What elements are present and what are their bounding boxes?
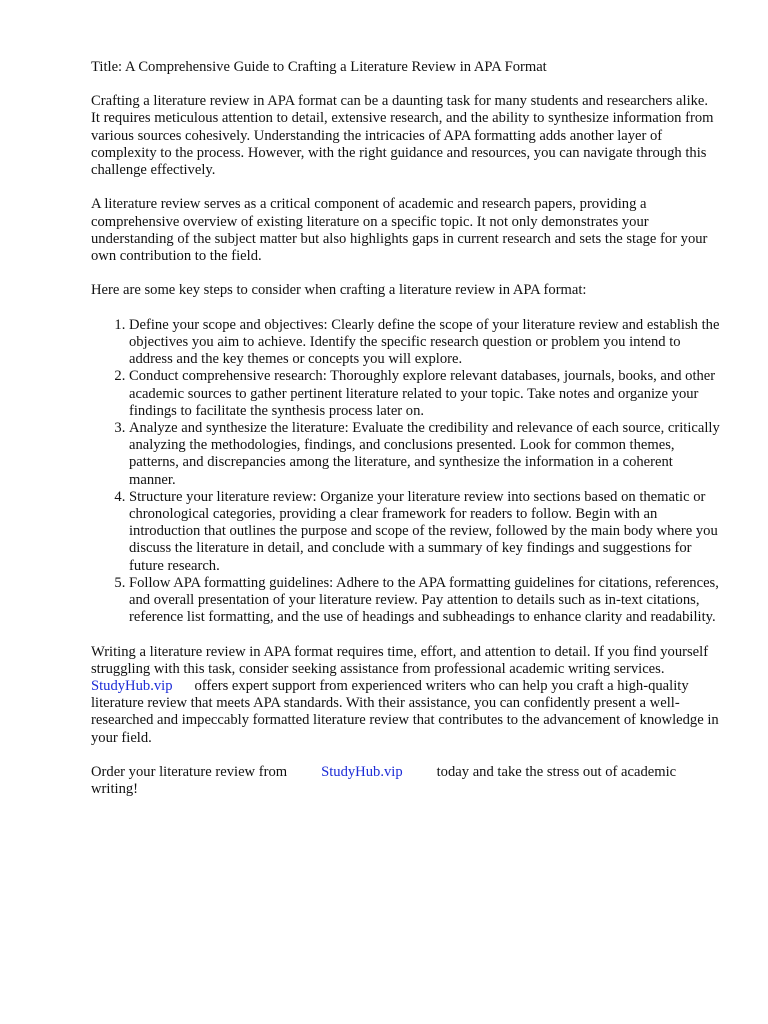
paragraph-closing — [91, 764, 720, 798]
paragraph-services — [91, 644, 720, 747]
paragraph-overview: A literature review serves as a critical component of academic and research papers, providing a comprehensive overview of existing literature on a specific topic. It not only demonstrates your understanding of the subject matter but also highlights gaps in current research and sets the stage for your own contribution to the field. — [91, 196, 708, 265]
paragraph-services-text-before: Writing a literature review in APA format requires time, effort, and attention to detail. If you find yourself struggling with this task, consider seeking assistance from professional academic writing services. — [91, 643, 709, 677]
step-item-2: 2. Conduct comprehensive research: Thoroughly explore relevant databases, journals, books, and other academic sources to gather pertinent literature related to your topic. Take notes and organize your findings to facilitate the synthesis process later on. — [129, 368, 720, 420]
paragraph-intro: Crafting a literature review in APA format can be a daunting task for many students and researchers alike. It requires meticulous attention to detail, extensive research, and the ability to synthesize information from various sources cohesively. Understanding the intricacies of APA formatting adds another layer of complexity to the process. However, with the right guidance and resources, you can navigate through this challenge effectively. — [91, 93, 714, 179]
paragraph-services-text-after: offers expert support from experienced writers who can help you craft a high-quality literature review that meets APA standards. With their assistance, you can confidently present a well-researched and impeccably formatted literature review that contributes to the advancement of knowledge in your field. — [91, 678, 719, 746]
step-item-1: 1. Define your scope and objectives: Clearly define the scope of your literature review and establish the objectives you aim to achieve. Identify the specific research question or problem you intend to address and the key themes or concepts you will explore. — [129, 317, 720, 369]
studyhub-order-link[interactable]: StudyHub.vip — [321, 764, 403, 781]
closing-text-after: today and take the stress out of academic writing! — [91, 764, 677, 798]
steps-list — [91, 317, 720, 627]
step-item-5: 5. Follow APA formatting guidelines: Adhere to the APA formatting guidelines for citations, references, and overall presentation of your literature review. Pay attention to details such as in-text citations, reference list formatting, and the use of headings and subheadings to enhance clarity and readability. — [129, 575, 720, 627]
studyhub-link[interactable]: StudyHub.vip — [91, 678, 173, 695]
step-item-4: 4. Structure your literature review: Organize your literature review into sections based on thematic or chronological categories, providing a clear framework for readers to follow. Begin with an introduction that outlines the purpose and scope of the review, followed by the main body where you discuss the literature in detail, and conclude with a summary of key findings and suggestions for future research. — [129, 489, 720, 575]
document-title: Title: A Comprehensive Guide to Crafting a Literature Review in APA Format — [91, 59, 547, 75]
step-item-3: 3. Analyze and synthesize the literature: Evaluate the credibility and relevance of each source, critically analyzing the methodologies, findings, and conclusions presented. Look for common themes, patterns, and discrepancies among the literature, and synthesize the information in a coherent manner. — [129, 420, 720, 489]
closing-text-before: Order your literature review from — [91, 764, 288, 781]
paragraph-steps-intro: Here are some key steps to consider when crafting a literature review in APA format: — [91, 282, 587, 299]
